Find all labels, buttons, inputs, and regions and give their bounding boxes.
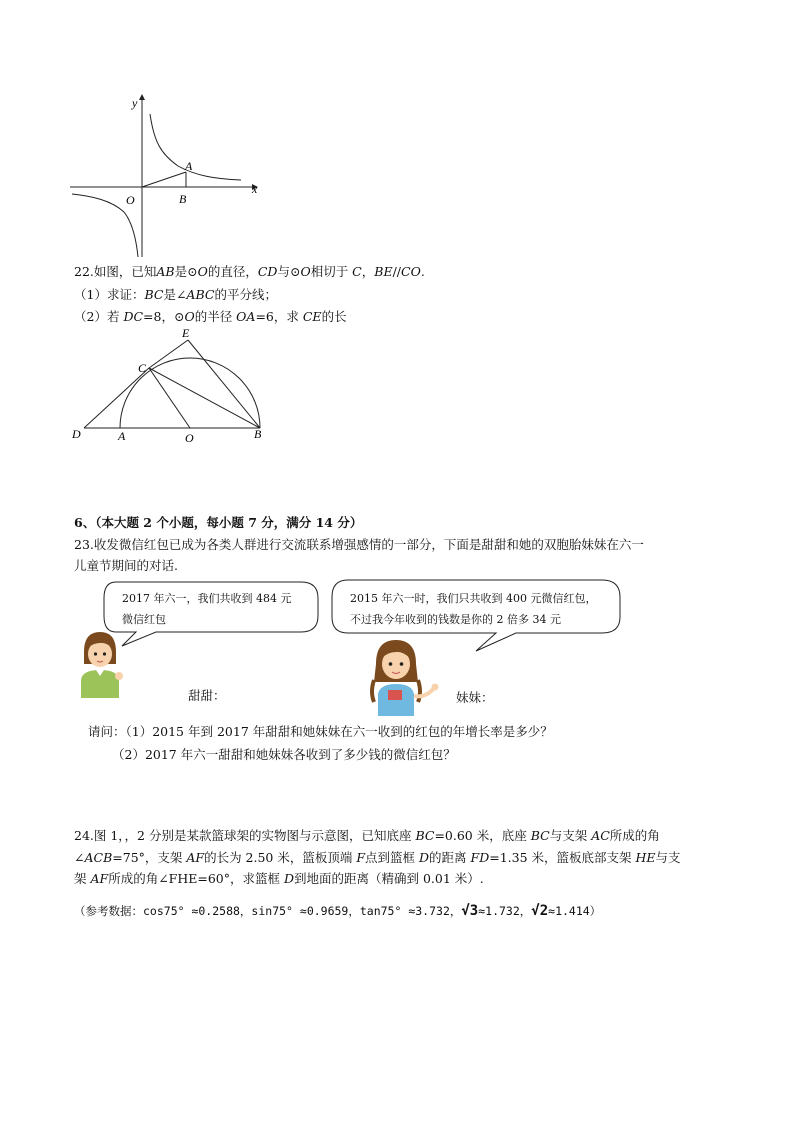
tiantian-label: 甜甜： — [188, 688, 226, 703]
hyperbola-branch-1 — [150, 114, 241, 180]
q22-part2: （2）若 DC=8，⊙O的半径 OA=6，求 CE的长 — [74, 309, 347, 324]
bubble-right-line2: 不过我今年收到的钱数是你的 2 倍多 34 元 — [350, 613, 561, 626]
segment-oa — [142, 172, 186, 187]
hyperbola-figure — [66, 92, 266, 262]
q22-part1: （1）求证：BC是∠ABC的平分线； — [74, 287, 277, 302]
point-a-label: A — [185, 159, 193, 173]
point-b-label: B — [179, 192, 187, 206]
q24-line1: 24.图 1，，2 分别是某款篮球架的实物图与示意图，已知底座 BC=0.60 米，底座 BC与支架 AC所成的角 — [74, 828, 660, 843]
chord-cb — [149, 368, 260, 428]
q23-line2: 儿童节期间的对话. — [74, 558, 178, 573]
bubble-right-line1: 2015 年六一时，我们只共收到 400 元微信红包， — [350, 592, 597, 605]
y-label: y — [132, 96, 138, 110]
point-a-label: A — [118, 429, 126, 443]
q24-reference-data: （参考数据：cos75° ≈0.2588，sin75° ≈0.9659，tan75° ≈3.732，√3≈1.732，√2≈1.414） — [74, 903, 602, 919]
tiantian-illustration — [78, 630, 124, 700]
section-6-title: 6、（本大题 2 个小题，每小题 7 分，满分 14 分） — [74, 515, 363, 530]
q23-ask2: （2）2017 年六一甜甜和她妹妹各收到了多少钱的微信红包？ — [112, 747, 456, 762]
sister-label: 妹妹： — [456, 690, 494, 705]
point-b-label: B — [254, 427, 262, 441]
sister-illustration — [366, 636, 442, 718]
bubble-left-line2: 微信红包 — [122, 613, 166, 626]
point-e-label: E — [182, 326, 190, 340]
q22-stem: 22.如图，已知AB是⊙O的直径，CD与⊙O相切于 C，BE//CO. — [74, 264, 425, 279]
y-axis-arrow — [139, 94, 145, 100]
circle-tangent-figure — [66, 326, 276, 448]
point-d-label: D — [72, 427, 81, 441]
q23-line1: 23.收发微信红包已成为各类人群进行交流联系增强感情的一部分，下面是甜甜和她的双胞胎妹妹在六一 — [74, 537, 644, 552]
point-c-label: C — [138, 361, 147, 375]
segment-eb — [188, 340, 260, 428]
q24-line3: 架 AF所成的角∠FHE=60°，求篮框 D到地面的距离（精确到 0.01 米）. — [74, 871, 484, 886]
x-label: x — [252, 182, 258, 196]
tangent-dc — [84, 368, 149, 428]
origin-label: O — [126, 193, 135, 207]
bubble-left-line1: 2017 年六一，我们共收到 484 元 — [122, 592, 292, 605]
q23-ask1: 请问：（1）2015 年到 2017 年甜甜和她妹妹在六一收到的红包的年增长率是多少？ — [88, 724, 553, 739]
radius-co — [149, 368, 190, 428]
point-o-label: O — [185, 431, 194, 445]
segment-ce — [149, 340, 188, 368]
q24-line2: ∠ACB=75°，支架 AF的长为 2.50 米，篮板顶端 F点到篮框 D的距离 FD=1.35 米，篮板底部支架 HE与支 — [74, 850, 681, 865]
